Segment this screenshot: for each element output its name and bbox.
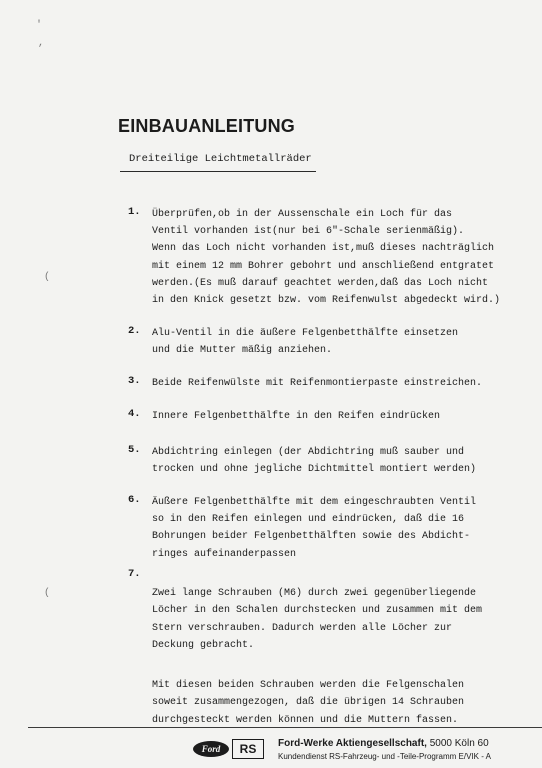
step-number: 2. [128, 325, 141, 337]
step-text: Überprüfen,ob in der Aussenschale ein Loch für das Ventil vorhanden ist(nur bei 6"-Schale serienmäßig). Wenn das Loch nicht vorhanden ist,muß dieses nachträglich mit einem 12 mm Bohrer gebohrt und anschließend entgratet werden.(Es muß darauf geachtet werden,daß das Loch nicht in den Knick gesetzt bzw. vom Reifenwulst abgedeckt wird.) [152, 209, 501, 307]
ford-logo: Ford [193, 741, 229, 757]
scan-mark: , [38, 38, 45, 49]
subtitle-underline [120, 171, 316, 172]
footer-divider [28, 727, 542, 728]
company-name: Ford-Werke Aktiengesellschaft, [278, 738, 427, 749]
step-text [152, 568, 512, 746]
step-text: Beide Reifenwülste mit Reifenmontierpaste einstreichen. [152, 378, 483, 389]
step-number: 5. [128, 444, 141, 456]
scan-mark: ' [36, 20, 43, 31]
document-subtitle: Dreiteilige Leichtmetallräder [129, 153, 312, 165]
scan-mark: ( [44, 272, 51, 283]
step-text-extra: Mit diesen beiden Schrauben werden die Felgenschalen soweit zusammengezogen, daß die übrigen 14 Schrauben durchgesteckt werden können und die Muttern fassen. [152, 680, 465, 726]
document-title: EINBAUANLEITUNG [118, 116, 295, 136]
step-text: Abdichtring einlegen (der Abdichtring muß sauber und trocken und ohne jegliche Dichtmittel montiert werden) [152, 447, 477, 476]
step-number: 7. [128, 568, 141, 580]
step-text: Innere Felgenbetthälfte in den Reifen eindrücken [152, 411, 441, 422]
step-text-main: Zwei lange Schrauben (M6) durch zwei gegenüberliegende Löcher in den Schalen durchstecken und zusammen mit dem Stern verschrauben. Dadurch werden alle Löcher zur Deckung gebracht. [152, 588, 483, 651]
step-number: 1. [128, 206, 141, 218]
footer-company [278, 738, 489, 749]
step-number: 6. [128, 494, 141, 506]
step-number: 3. [128, 375, 141, 387]
step-number: 4. [128, 408, 141, 420]
step-text: Äußere Felgenbetthälfte mit dem eingeschraubten Ventil so in den Reifen einlegen und eindrücken, daß die 16 Bohrungen beider Felgenbetthälften sowie des Abdicht- ringes aufeinanderpassen [152, 497, 477, 560]
footer-service-line: Kundendienst RS-Fahrzeug- und -Teile-Programm E/VIK - A [278, 752, 491, 761]
rs-logo: RS [232, 739, 264, 759]
company-address: 5000 Köln 60 [429, 738, 489, 749]
scan-mark: ( [44, 588, 51, 599]
step-text: Alu-Ventil in die äußere Felgenbetthälfte einsetzen und die Mutter mäßig anziehen. [152, 328, 459, 357]
